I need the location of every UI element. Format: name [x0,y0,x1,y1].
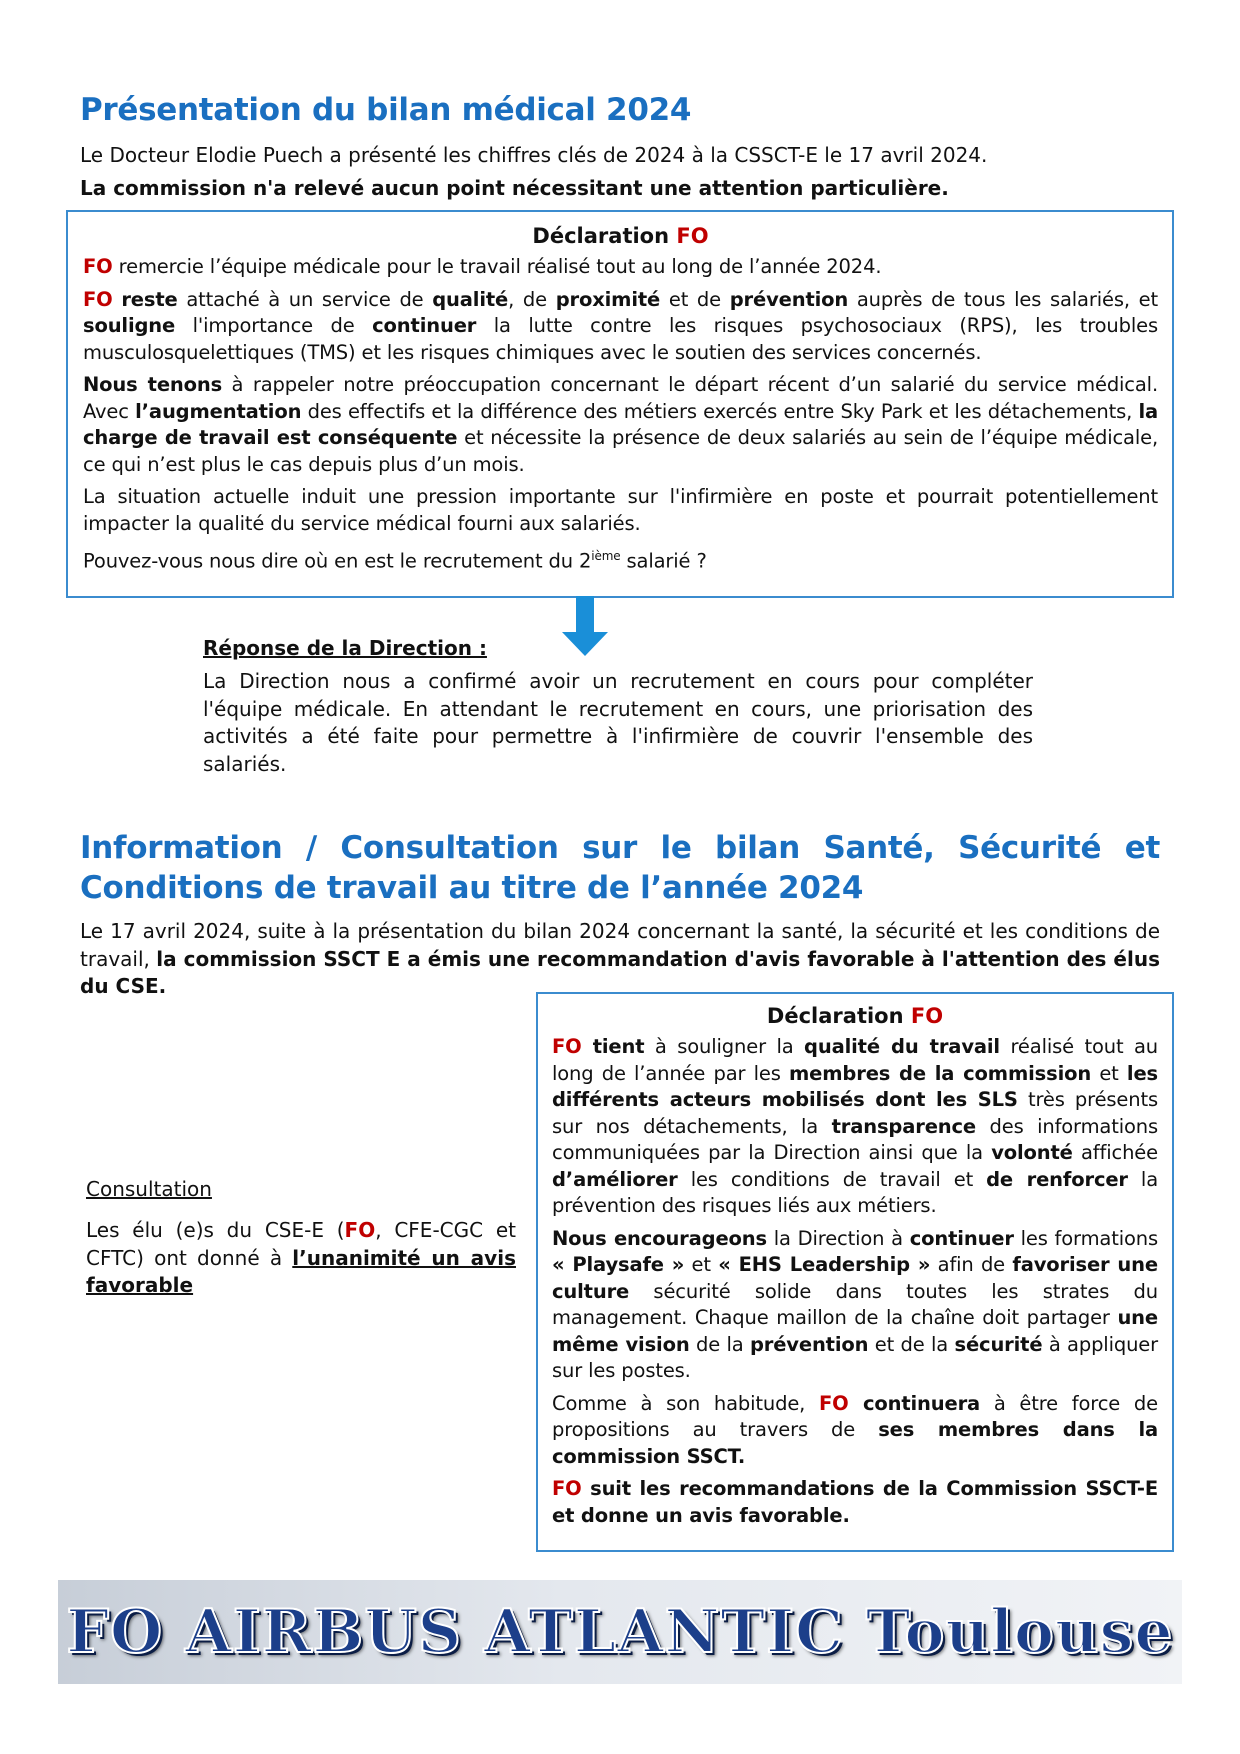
text: et [1091,1061,1127,1085]
section2-title [80,828,1160,908]
bold-text: tient [581,1035,645,1058]
declaration2-paragraph-3 [552,1391,1158,1471]
section2-title-line2: Conditions de travail au titre de l’année 2024 [80,870,864,906]
bold-text: l’augmentation [135,399,302,423]
footer-banner [58,1580,1182,1684]
text: réalisé tout au long de l’année par les [552,1035,1158,1085]
text: auprès de tous les salariés, et [848,287,1158,311]
text: la lutte contre les risques psychosociaux (RPS), les troubles musculosquelettiques (TMS) et les risques chimiques avec le soutien des services concernés. [83,314,1158,364]
superscript: ième [591,549,621,563]
bold-text: continuera [848,1391,981,1415]
declaration1-paragraph-5 [83,543,1158,575]
text: des effectifs et la différence des métiers exercés entre Sky Park et les détachements, [301,399,1139,423]
bold-text: continuer [909,1226,1014,1250]
bold-text: la commission SSCT E a émis une recommandation d'avis favorable à l'attention des élus du CSE. [80,946,1160,998]
fo-mark: FO [83,255,113,278]
fo-mark: FO [552,1035,582,1058]
text: et [684,1253,719,1276]
bold-text: qualité [432,287,509,311]
bold-text: de renforcer [986,1167,1128,1191]
text: des informations communiquées par la Direction ainsi que la [552,1114,1158,1164]
text: sécurité solide dans toutes les strates du management. Chaque maillon de la chaîne doit partager [552,1279,1158,1329]
text: à rappeler notre préoccupation concernant le départ récent d’un salarié du service médical. Avec [83,373,1158,423]
bold-text: la charge de travail est conséquente [83,399,1159,449]
bold-text: sécurité [954,1332,1043,1356]
bold-text: reste [121,287,178,311]
text: la Direction à [766,1226,910,1250]
bold-text: prévention [749,1332,869,1356]
text: l'importance de [175,314,373,337]
section2-intro [80,918,1160,1001]
declaration-title [83,222,1158,250]
consultation-block [86,1176,516,1300]
bold-text: continuer [372,314,477,337]
bold-underlined-text: l’unanimité un avis favorable [86,1245,516,1297]
bold-text: les différents acteurs mobilisés dont les SLS [552,1061,1158,1111]
section1-intro [80,142,1160,202]
text: attaché à un service de [177,287,433,311]
consultation-title: Consultation [86,1177,212,1201]
text: Pouvez-vous nous dire où en est le recrutement du 2 [83,549,592,573]
declaration-fo-box-1 [66,210,1174,598]
bold-text: souligne [83,314,176,337]
declaration-title-text: Déclaration [766,1004,911,1028]
declaration2-paragraph-2 [552,1226,1158,1385]
bold-text: volonté [991,1141,1073,1164]
text: Le 17 avril 2024, suite à la présentation du bilan 2024 concernant la santé, la sécurité et les conditions de travail, [80,919,1160,971]
text: salarié ? [620,549,707,573]
text: la prévention des risques liés aux métiers. [552,1167,1158,1217]
text: très présents sur nos détachements, la [552,1088,1158,1138]
section2-title-line1: Information / Consultation sur le bilan Santé, Sécurité et [80,830,1160,866]
bold-text: proximité [555,287,661,311]
section1-intro-bold: La commission n'a relevé aucun point nécessitant une attention particulière. [80,176,949,200]
text: à appliquer sur les postes. [552,1332,1158,1382]
fo-mark: FO [83,287,113,311]
text: et de [660,287,730,311]
text: Les élu (e)s du CSE-E ( [86,1218,345,1242]
text: , CFE-CGC et CFTC) ont donné à [86,1218,517,1270]
bold-text: suit les recommandations de la Commission SSCT-E et donne un avis favorable. [552,1477,1158,1527]
bold-text: « EHS Leadership » [718,1253,931,1276]
text: affichée [1072,1141,1158,1164]
text: à souligner la [644,1035,805,1058]
direction-response [203,634,1033,778]
text: remercie l’équipe médicale pour le travail réalisé tout au long de l’année 2024. [112,255,882,278]
bold-text: qualité du travail [804,1035,1000,1058]
text: et nécessite la présence de deux salariés au sein de l’équipe médicale, ce qui n’est plus le cas depuis plus d’un mois. [83,426,1158,476]
declaration-title-text: Déclaration [532,224,677,248]
section1-intro-text: Le Docteur Elodie Puech a présenté les chiffres clés de 2024 à la CSSCT-E le 17 avril 2024. [80,143,988,167]
bold-text: une même vision [552,1306,1158,1356]
bold-text: ses membres dans la commission SSCT. [552,1418,1158,1468]
fo-mark: FO [910,1004,944,1028]
text: et de la [868,1332,955,1356]
bold-text: transparence [831,1114,977,1138]
response-text: La Direction nous a confirmé avoir un recrutement en cours pour compléter l'équipe médicale. En attendant le recrutement en cours, une priorisation des activités a été faite pour permettre à l'infirmière de couvrir l'ensemble des salariés. [203,669,1033,776]
declaration2-paragraph-4 [552,1476,1158,1529]
bold-text: prévention [729,287,849,311]
response-title: Réponse de la Direction : [203,636,487,660]
text: Comme à son habitude, [552,1391,819,1415]
fo-mark: FO [676,224,709,248]
text: , de [508,287,556,311]
declaration1-paragraph-2 [83,287,1158,367]
declaration2-paragraph-1 [552,1034,1158,1220]
text: à être force de propositions au travers de [552,1391,1158,1441]
consultation-text [86,1217,516,1300]
bold-text: favoriser une culture [552,1253,1158,1303]
declaration-fo-box-2 [536,992,1174,1552]
text: afin de [930,1253,1013,1276]
banner-logo-text: FO AIRBUS ATLANTIC Toulouse [66,1597,1174,1667]
declaration1-paragraph-3 [83,372,1158,478]
text: les conditions de travail et [677,1167,987,1191]
declaration1-paragraph-1 [83,254,1158,281]
text: de la [689,1332,750,1356]
declaration1-paragraph-4: La situation actuelle induit une pression importante sur l'infirmière en poste et pourrait potentiellement impacter la qualité du service médical fourni aux salariés. [83,485,1158,535]
bold-text: Nous encourageons [552,1226,767,1250]
fo-mark: FO [818,1391,849,1415]
text: les formations [1013,1226,1158,1250]
section1-title: Présentation du bilan médical 2024 [80,92,692,128]
declaration-title [552,1002,1158,1030]
bold-text: « Playsafe » [552,1253,685,1276]
fo-mark: FO [552,1477,582,1500]
bold-text: membres de la commission [789,1061,1092,1085]
bold-text: d’améliorer [552,1167,678,1191]
bold-text: Nous tenons [83,373,223,396]
fo-mark: FO [344,1218,376,1242]
